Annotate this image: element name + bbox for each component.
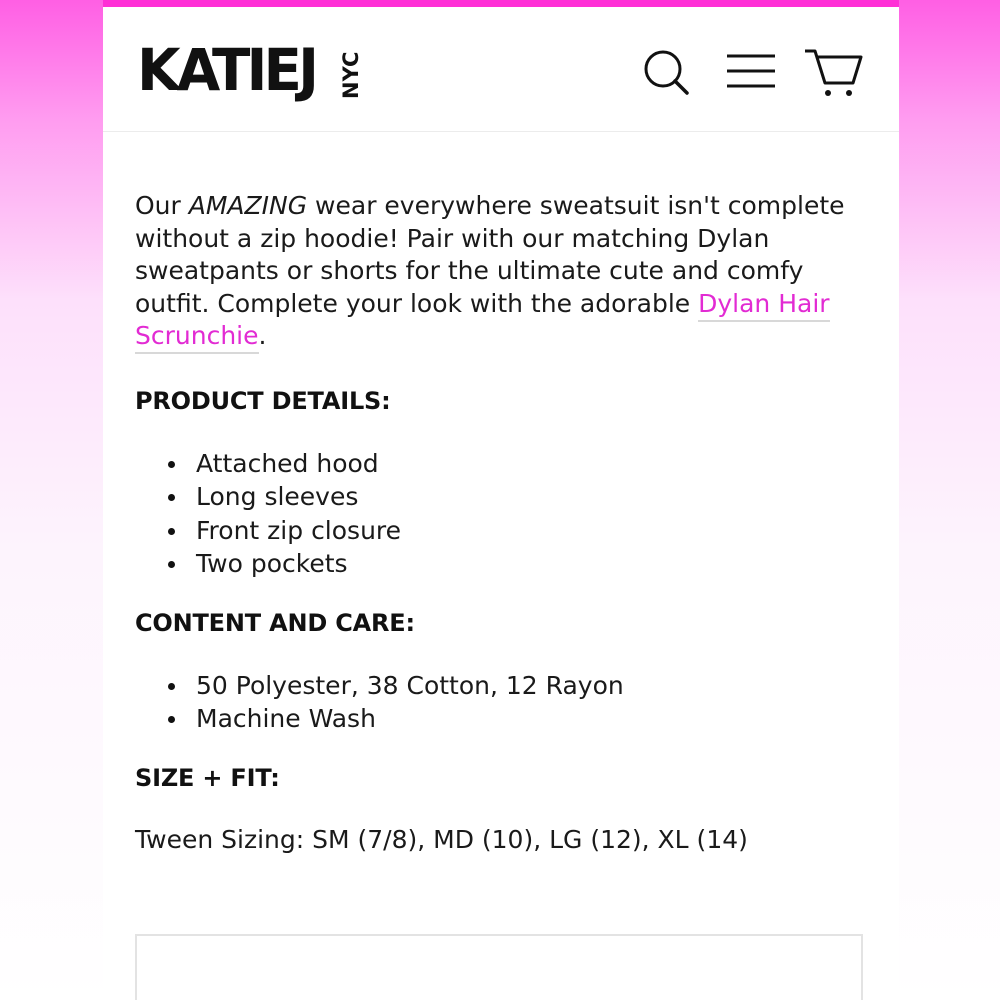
logo-nyc: NYC — [339, 51, 363, 99]
list-item: Attached hood — [196, 447, 871, 481]
product-description — [135, 190, 871, 856]
list-item: Front zip closure — [196, 514, 871, 548]
logo-wordmark: KATIEJ — [137, 36, 316, 104]
intro-paragraph — [135, 190, 871, 353]
bottom-panel — [135, 934, 863, 1000]
cart-icon — [803, 45, 863, 101]
cart-button[interactable] — [803, 45, 863, 101]
size-fit-heading: SIZE + FIT: — [135, 763, 280, 792]
intro-text-start: Our — [135, 191, 189, 220]
intro-emphasis: AMAZING — [188, 191, 308, 220]
search-button[interactable] — [637, 45, 697, 101]
site-header — [103, 7, 899, 132]
menu-button[interactable] — [721, 45, 781, 101]
list-item: Long sleeves — [196, 480, 871, 514]
content-care-list — [135, 669, 871, 736]
product-details-heading: PRODUCT DETAILS: — [135, 386, 391, 415]
product-details-list — [135, 447, 871, 581]
intro-text-end: . — [258, 321, 267, 350]
accent-top-bar — [103, 0, 899, 7]
menu-icon — [721, 45, 781, 101]
list-item: Two pockets — [196, 547, 871, 581]
product-page — [103, 0, 899, 1000]
list-item: 50 Polyester, 38 Cotton, 12 Rayon — [196, 669, 871, 703]
list-item: Machine Wash — [196, 702, 871, 736]
intro-text-body: wear everywhere sweatsuit isn't complete without a zip hoodie! Pair with our matching Dylan sweatpants or shorts for the ultimate cute and comfy outfit. Complete your look with the adorable — [135, 191, 845, 318]
search-icon — [637, 45, 697, 101]
brand-logo[interactable] — [137, 36, 377, 104]
scrunchie-link[interactable]: Dylan Hair Scrunchie — [135, 289, 830, 355]
tween-sizing-text: Tween Sizing: SM (7/8), MD (10), LG (12), XL (14) — [135, 824, 748, 854]
content-care-heading: CONTENT AND CARE: — [135, 608, 415, 637]
